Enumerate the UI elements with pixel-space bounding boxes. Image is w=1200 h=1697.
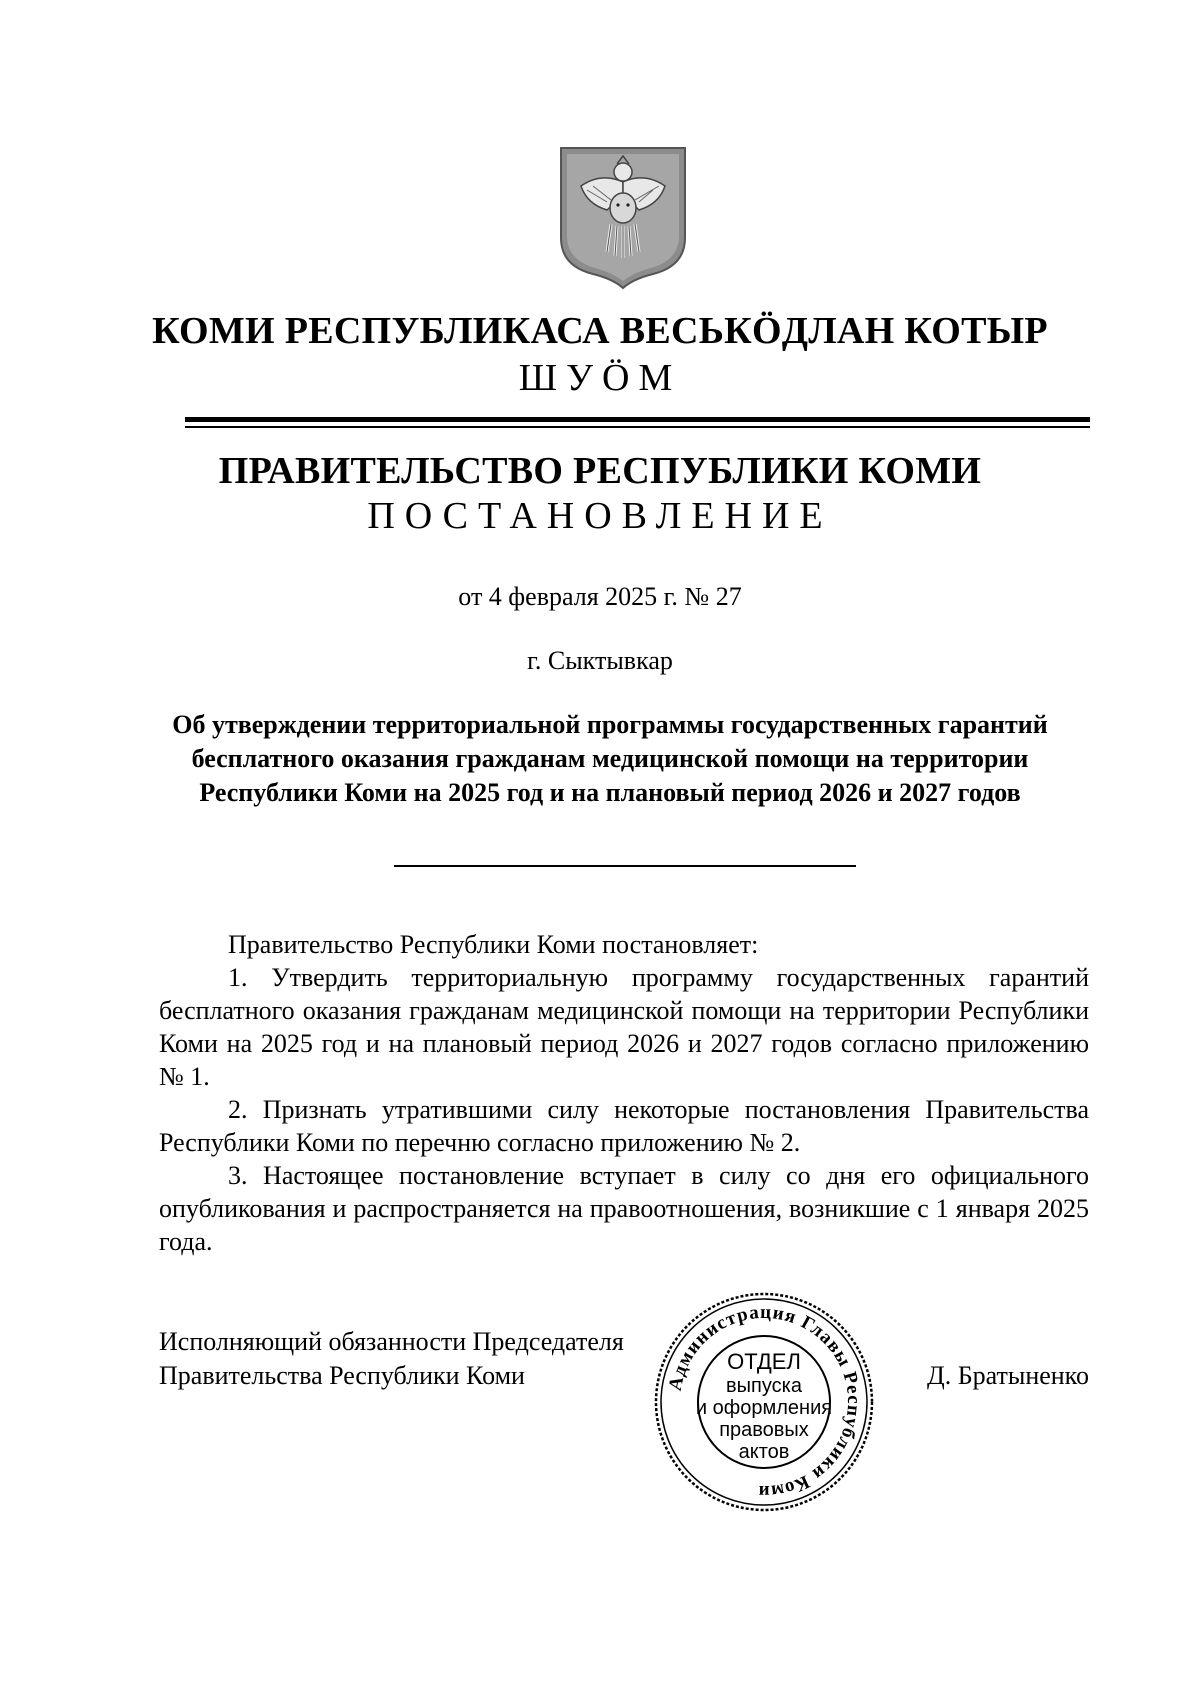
- document-date-number: от 4 февраля 2025 г. № 27: [458, 582, 742, 611]
- stamp-ring-text: Администрация Главы Республики Коми: [664, 1301, 865, 1503]
- coat-of-arms-emblem: [557, 142, 689, 290]
- signatory-position-line-1: Исполняющий обязанности Председателя: [159, 1327, 624, 1356]
- stamp-center-line-4: правовых: [719, 1419, 809, 1441]
- signatory-name: Д. Братыненко: [926, 1361, 1089, 1390]
- stamp-center-line-2: выпуска: [726, 1375, 802, 1397]
- komi-republic-government-title: КОМИ РЕСПУБЛИКАСА ВЕСЬКӦДЛАН КОТЫР: [152, 310, 1048, 352]
- document-city: г. Сыктывкар: [527, 646, 673, 675]
- document-type: ПОСТАНОВЛЕНИЕ: [367, 495, 833, 537]
- stamp-center-line-1: ОТДЕЛ: [727, 1349, 801, 1374]
- body-item-2: 2. Признать утратившими силу некоторые постановления Правительства Республики Коми по перечню согласно приложению № 2.: [159, 1095, 1089, 1157]
- stamp-center-line-5: актов: [738, 1441, 790, 1463]
- body-item-1: 1. Утвердить территориальную программу государственных гарантий бесплатного оказания гражданам медицинской помощи на территории Республики Коми на 2025 год и на плановый период 2026 и 2027 годов согласно приложению № 1.: [159, 963, 1089, 1091]
- body-item-3: 3. Настоящее постановление вступает в силу со дня его официального опубликования и распространяется на правоотношения, возникшие с 1 января 2025 года.: [159, 1161, 1089, 1256]
- komi-document-type: ШУӦМ: [518, 357, 682, 399]
- title-underline: [394, 865, 856, 867]
- signatory-position-line-2: Правительства Республики Коми: [159, 1361, 525, 1390]
- body-intro: Правительство Республики Коми постановляет:: [228, 930, 759, 959]
- signatory-position: [159, 1325, 624, 1393]
- stamp-center-line-3: и оформления: [695, 1397, 833, 1419]
- official-stamp: [651, 1289, 877, 1515]
- document-title: Об утверждении территориальной программы государственных гарантий бесплатного оказания гражданам медицинской помощи на территории Республики Коми на 2025 год и на плановый период 2026 и 2027 годов: [172, 710, 1048, 807]
- header-divider-thick: [185, 417, 1090, 422]
- document-body: [159, 928, 1089, 1258]
- government-title: ПРАВИТЕЛЬСТВО РЕСПУБЛИКИ КОМИ: [218, 450, 982, 492]
- header-divider-thin: [185, 426, 1090, 428]
